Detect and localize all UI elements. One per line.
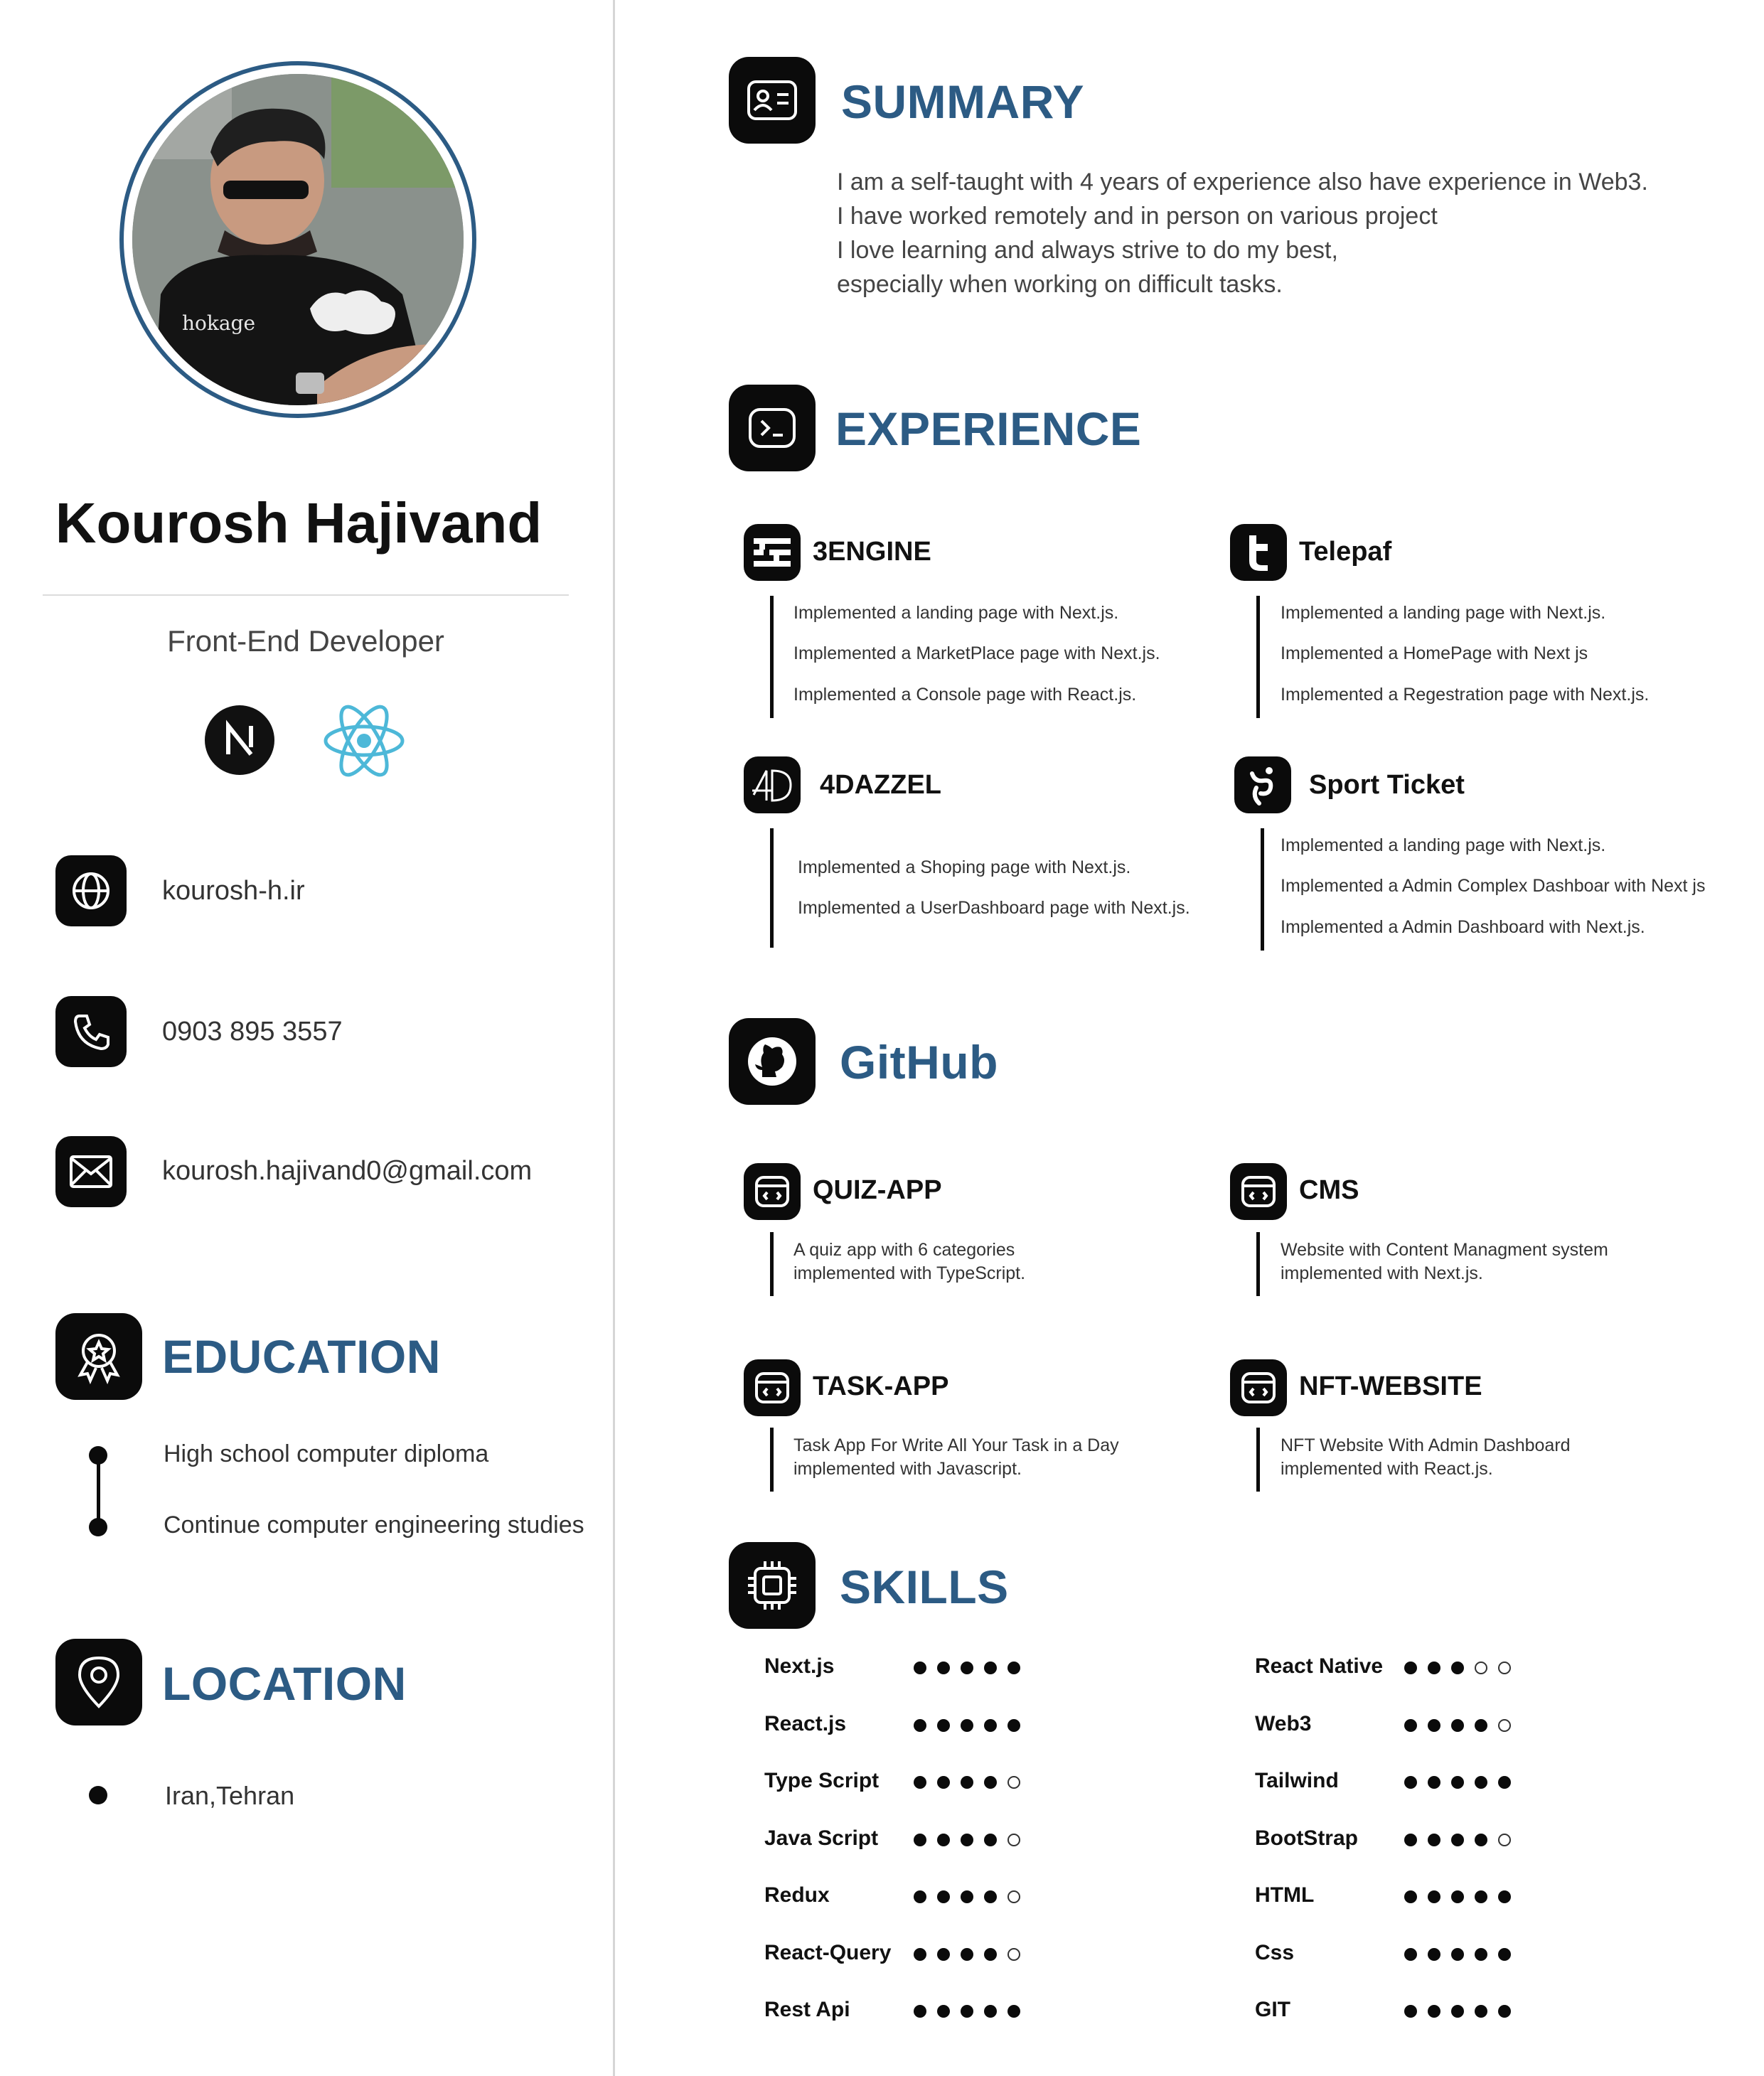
rating-dot-filled (1404, 1776, 1417, 1789)
location-pin-icon (55, 1639, 142, 1725)
rating-dot-filled (984, 1662, 997, 1674)
skill-row (764, 1654, 1191, 1686)
company-name: Telepaf (1299, 537, 1392, 567)
summary-line: I have worked remotely and in person on various project (837, 203, 1438, 230)
company-name: 3ENGINE (813, 537, 931, 567)
experience-item: Implemented a Admin Complex Dashboar with Next js (1281, 876, 1706, 896)
timeline-line (770, 1428, 774, 1492)
skill-rating (1404, 1776, 1511, 1789)
skill-name: React.js (764, 1711, 847, 1735)
skill-rating (1404, 1890, 1511, 1903)
education-title: EDUCATION (162, 1330, 441, 1383)
email-link[interactable]: kourosh.hajivand0@gmail.com (162, 1156, 533, 1186)
skill-name: React Native (1255, 1654, 1384, 1678)
rating-dot-filled (984, 2005, 997, 2018)
rating-dot-empty (1498, 1662, 1511, 1674)
rating-dot-empty (1498, 1719, 1511, 1732)
company-name: Sport Ticket (1309, 770, 1465, 800)
skill-rating (914, 1834, 1020, 1846)
experience-item: Implemented a UserDashboard page with Next.js. (798, 898, 1190, 918)
rating-dot-filled (1498, 1948, 1511, 1961)
mail-icon (55, 1136, 127, 1207)
skill-rating (1404, 1948, 1511, 1961)
rating-dot-filled (937, 1948, 950, 1961)
project-desc: implemented with Next.js. (1281, 1263, 1483, 1283)
experience-item: Implemented a landing page with Next.js. (1281, 835, 1606, 855)
website-link[interactable]: kourosh-h.ir (162, 876, 305, 906)
rating-dot-filled (914, 1719, 926, 1732)
skill-name: Tailwind (1255, 1769, 1339, 1792)
skill-row (764, 1941, 1191, 1972)
telepaf-logo-icon (1230, 524, 1287, 581)
skill-rating (914, 1890, 1020, 1903)
rating-dot-filled (1007, 1662, 1020, 1674)
rating-dot-filled (961, 1662, 973, 1674)
experience-item: Implemented a Console page with React.js. (793, 685, 1137, 705)
experience-item: Implemented a Regestration page with Next.js. (1281, 685, 1650, 705)
rating-dot-filled (1007, 2005, 1020, 2018)
project-desc: implemented with TypeScript. (793, 1263, 1026, 1283)
skill-row (764, 1998, 1191, 2029)
rating-dot-filled (937, 1834, 950, 1846)
rating-dot-filled (914, 1948, 926, 1961)
skill-row (1255, 1941, 1682, 1972)
timeline-line (1256, 596, 1260, 718)
svg-text:hokage: hokage (182, 311, 256, 335)
skill-row (764, 1883, 1191, 1915)
skill-name: Web3 (1255, 1711, 1312, 1735)
education-item: Continue computer engineering studies (164, 1511, 584, 1539)
rating-dot-filled (1475, 1890, 1487, 1903)
github-icon (729, 1018, 816, 1105)
project-desc: implemented with React.js. (1281, 1459, 1493, 1479)
project-name: CMS (1299, 1175, 1359, 1205)
rating-dot-filled (1428, 1776, 1440, 1789)
rating-dot-filled (1451, 1662, 1464, 1674)
skill-row (764, 1826, 1191, 1858)
skill-name: Type Script (764, 1769, 880, 1792)
summary-line: I am a self-taught with 4 years of experience also have experience in Web3. (837, 168, 1648, 196)
timeline-line (1261, 828, 1264, 951)
summary-title: SUMMARY (841, 75, 1085, 128)
rating-dot-filled (1498, 1890, 1511, 1903)
summary-line: especially when working on difficult tasks. (837, 271, 1283, 298)
browser-code-icon (744, 1163, 801, 1220)
project-desc: NFT Website With Admin Dashboard (1281, 1435, 1571, 1455)
skill-name: Redux (764, 1883, 830, 1907)
rating-dot-filled (1428, 1890, 1440, 1903)
browser-code-icon (744, 1359, 801, 1416)
rating-dot-empty (1007, 1948, 1020, 1961)
browser-code-icon (1230, 1163, 1287, 1220)
rating-dot-filled (1475, 2005, 1487, 2018)
rating-dot-filled (1428, 1948, 1440, 1961)
project-desc: implemented with Javascript. (793, 1459, 1022, 1479)
project-name: QUIZ-APP (813, 1175, 942, 1205)
rating-dot-filled (914, 1662, 926, 1674)
rating-dot-filled (961, 1719, 973, 1732)
experience-item: Implemented a Admin Dashboard with Next.js. (1281, 917, 1645, 937)
rating-dot-filled (1404, 2005, 1417, 2018)
rating-dot-filled (1451, 1834, 1464, 1846)
skill-row (1255, 1998, 1682, 2029)
rating-dot-filled (1428, 1662, 1440, 1674)
rating-dot-filled (984, 1776, 997, 1789)
project-name: TASK-APP (813, 1371, 949, 1401)
profile-name: Kourosh Hajivand (55, 491, 542, 555)
rating-dot-filled (984, 1890, 997, 1903)
location-title: LOCATION (162, 1657, 407, 1710)
skill-rating (914, 1662, 1020, 1674)
skill-row (1255, 1712, 1682, 1743)
rating-dot-filled (1404, 1834, 1417, 1846)
rating-dot-empty (1007, 1776, 1020, 1789)
skill-rating (1404, 2005, 1511, 2018)
company-name: 4DAZZEL (820, 770, 941, 800)
experience-title: EXPERIENCE (835, 402, 1142, 455)
rating-dot-empty (1498, 1834, 1511, 1846)
phone-number[interactable]: 0903 895 3557 (162, 1017, 343, 1047)
phone-icon (55, 996, 127, 1067)
globe-icon (55, 855, 127, 926)
skills-title: SKILLS (840, 1561, 1009, 1613)
rating-dot-filled (961, 2005, 973, 2018)
rating-dot-filled (1498, 2005, 1511, 2018)
experience-item: Implemented a MarketPlace page with Next.js. (793, 643, 1160, 663)
project-desc: Website with Content Managment system (1281, 1240, 1608, 1260)
rating-dot-filled (961, 1948, 973, 1961)
rating-dot-filled (984, 1948, 997, 1961)
location-value: Iran,Tehran (165, 1781, 295, 1810)
experience-item: Implemented a HomePage with Next js (1281, 643, 1588, 663)
rating-dot-filled (1404, 1719, 1417, 1732)
skill-rating (914, 2005, 1020, 2018)
project-desc: A quiz app with 6 categories (793, 1240, 1015, 1260)
rating-dot-filled (961, 1834, 973, 1846)
rating-dot-filled (984, 1834, 997, 1846)
rating-dot-filled (914, 2005, 926, 2018)
rating-dot-filled (937, 1776, 950, 1789)
rating-dot-filled (1498, 1776, 1511, 1789)
rating-dot-filled (914, 1834, 926, 1846)
skill-rating (1404, 1719, 1511, 1732)
skill-row (1255, 1826, 1682, 1858)
rating-dot-filled (937, 1662, 950, 1674)
rating-dot-filled (1404, 1948, 1417, 1961)
rating-dot-filled (1475, 1948, 1487, 1961)
timeline-line (1256, 1232, 1260, 1296)
skill-rating (914, 1948, 1020, 1961)
rating-dot-filled (1451, 1776, 1464, 1789)
education-item: High school computer diploma (164, 1440, 489, 1467)
cpu-chip-icon (729, 1542, 816, 1629)
profile-photo (132, 74, 464, 405)
sport-ticket-logo-icon (1234, 756, 1291, 813)
rating-dot-filled (1475, 1834, 1487, 1846)
rating-dot-filled (1428, 1719, 1440, 1732)
summary-line: I love learning and always strive to do my best, (837, 237, 1338, 264)
4dazzel-logo-icon (744, 756, 801, 813)
timeline-line (1256, 1428, 1260, 1492)
skill-name: HTML (1255, 1883, 1315, 1907)
skill-name: GIT (1255, 1998, 1290, 2021)
timeline-dot (89, 1518, 107, 1536)
rating-dot-filled (1007, 1719, 1020, 1732)
skill-rating (914, 1776, 1020, 1789)
project-name: NFT-WEBSITE (1299, 1371, 1482, 1401)
skill-name: Next.js (764, 1654, 835, 1678)
skill-rating (1404, 1834, 1511, 1846)
3engine-logo-icon (744, 524, 801, 581)
rating-dot-filled (937, 1890, 950, 1903)
skill-name: Css (1255, 1940, 1295, 1964)
skill-name: Java Script (764, 1826, 879, 1850)
rating-dot-filled (1451, 1719, 1464, 1732)
rating-dot-filled (1404, 1890, 1417, 1903)
skill-row (764, 1769, 1191, 1800)
skill-name: BootStrap (1255, 1826, 1358, 1850)
rating-dot-filled (1451, 1948, 1464, 1961)
timeline-line (770, 828, 774, 948)
avatar (132, 74, 464, 405)
experience-item: Implemented a Shoping page with Next.js. (798, 857, 1131, 877)
skill-row (1255, 1883, 1682, 1915)
rating-dot-filled (984, 1719, 997, 1732)
rating-dot-empty (1475, 1662, 1487, 1674)
profile-role: Front-End Developer (167, 624, 444, 658)
rating-dot-filled (1428, 1834, 1440, 1846)
rating-dot-filled (961, 1890, 973, 1903)
rating-dot-empty (1007, 1890, 1020, 1903)
rating-dot-filled (1451, 1890, 1464, 1903)
github-title: GitHub (840, 1036, 998, 1088)
rating-dot-filled (1404, 1662, 1417, 1674)
skill-row (764, 1712, 1191, 1743)
timeline-line (770, 1232, 774, 1296)
experience-item: Implemented a landing page with Next.js. (1281, 603, 1606, 623)
award-icon (55, 1313, 142, 1400)
location-dot (89, 1786, 107, 1804)
rating-dot-filled (1475, 1776, 1487, 1789)
rating-dot-filled (1451, 2005, 1464, 2018)
browser-code-icon (1230, 1359, 1287, 1416)
id-card-icon (729, 57, 816, 144)
skill-row (1255, 1654, 1682, 1686)
skill-rating (914, 1719, 1020, 1732)
skill-name: React-Query (764, 1940, 892, 1964)
rating-dot-filled (961, 1776, 973, 1789)
rating-dot-filled (1475, 1719, 1487, 1732)
terminal-icon (729, 385, 816, 471)
skill-name: Rest Api (764, 1998, 850, 2021)
summary-text (837, 165, 1648, 301)
project-desc: Task App For Write All Your Task in a Day (793, 1435, 1119, 1455)
react-icon (321, 698, 407, 783)
rating-dot-filled (937, 1719, 950, 1732)
skill-rating (1404, 1662, 1511, 1674)
rating-dot-filled (914, 1776, 926, 1789)
rating-dot-empty (1007, 1834, 1020, 1846)
rating-dot-filled (937, 2005, 950, 2018)
nextjs-icon (205, 705, 274, 775)
rating-dot-filled (914, 1890, 926, 1903)
rating-dot-filled (1428, 2005, 1440, 2018)
column-divider (613, 0, 615, 2076)
skill-row (1255, 1769, 1682, 1800)
name-underline (43, 594, 569, 596)
timeline-line (770, 596, 774, 718)
experience-item: Implemented a landing page with Next.js. (793, 603, 1119, 623)
